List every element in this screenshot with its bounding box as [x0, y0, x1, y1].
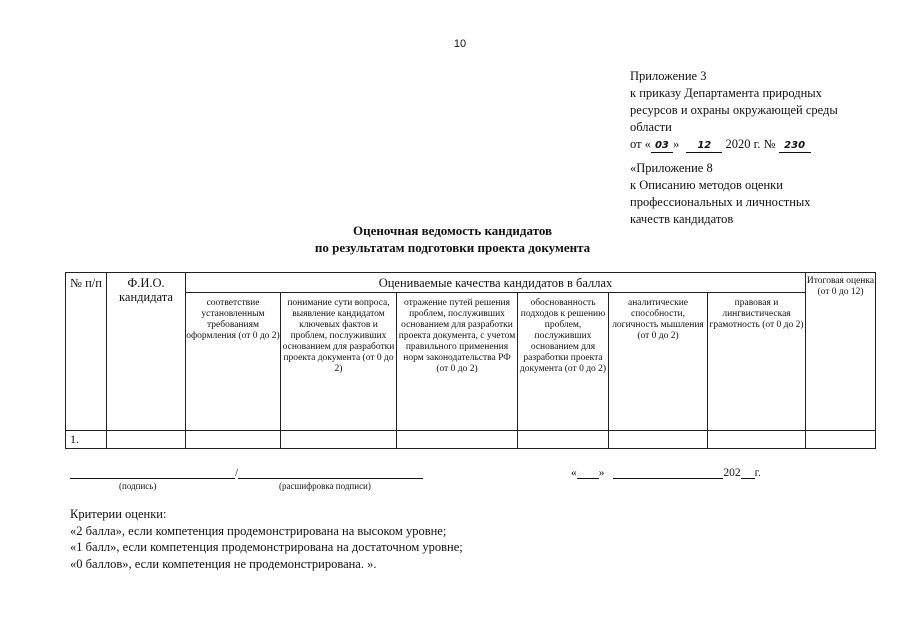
- signature-line: [70, 466, 423, 479]
- page-number: 10: [453, 38, 467, 50]
- appendix-8-line-3: качеств кандидатов: [630, 212, 734, 226]
- sign-date-day-blank: [577, 466, 599, 479]
- order-number-handwritten: 230: [779, 139, 811, 153]
- sign-date-month-blank: [613, 466, 723, 479]
- header-number: № п/п: [66, 273, 107, 431]
- signature-slash: /: [235, 467, 239, 479]
- header-quality-5: аналитические способности, логичность мышления (от 0 до 2): [609, 293, 708, 431]
- assessment-table: [65, 272, 876, 449]
- appendix-3-block: [630, 68, 890, 153]
- signature-decode-blank: [238, 466, 423, 479]
- header-quality-2: понимание сути вопроса, выявление кандидатом ключевых фактов и проблем, послуживших основанием для разработки проекта документа (от 0 до 2): [281, 293, 397, 431]
- header-quality-6: правовая и лингвистическая грамотность (от 0 до 2): [708, 293, 806, 431]
- appendix-8-block: [630, 160, 890, 228]
- criteria-item-3: «0 баллов», если компетенция не продемонстрирована. ».: [70, 556, 377, 571]
- sign-date-open: «: [571, 467, 577, 479]
- cell-total-score: [806, 431, 876, 449]
- row-number: 1.: [66, 431, 107, 449]
- date-year: 2020 г. №: [725, 137, 776, 151]
- header-quality-4: обоснованность подходов к решению проблем, послуживших основанием для разработки проекта документа (от 0 до 2): [518, 293, 609, 431]
- criteria-item-1: «2 балла», если компетенция продемонстрирована на высоком уровне;: [70, 523, 447, 538]
- header-quality-3: отражение путей решения проблем, послуживших основанием для разработки проекта документа, с учетом правильного применения норм законодательства РФ (от 0 до 2): [397, 293, 518, 431]
- criteria-block: [70, 506, 463, 572]
- signature-date-line: [571, 466, 761, 479]
- header-total-score: Итоговая оценка (от 0 до 12): [806, 273, 876, 431]
- sign-date-year-suffix: г.: [754, 467, 761, 479]
- date-sep: »: [672, 137, 680, 151]
- date-prefix: от «: [630, 137, 651, 151]
- document-title-line-1: Оценочная ведомость кандидатов: [352, 223, 553, 238]
- date-day-handwritten: 03: [651, 139, 673, 153]
- header-quality-1: соответствие установленным требованиям оформления (от 0 до 2): [186, 293, 281, 431]
- document-title-line-2: по результатам подготовки проекта документа: [314, 240, 591, 255]
- appendix-8-line-1: к Описанию методов оценки: [630, 178, 783, 192]
- cell-quality-6: [708, 431, 806, 449]
- criteria-title: Критерии оценки:: [70, 507, 167, 521]
- cell-quality-2: [281, 431, 397, 449]
- appendix-3-date-line: [630, 136, 890, 153]
- sign-date-year: 202: [723, 467, 741, 479]
- signature-blank: [70, 466, 235, 479]
- sign-date-year-blank: [741, 466, 755, 479]
- caption-signature: (подпись): [119, 481, 157, 491]
- appendix-8-line-2: профессиональных и личностных: [630, 195, 811, 209]
- header-qualities-group: Оцениваемые качества кандидатов в баллах: [186, 273, 806, 293]
- criteria-item-2: «1 балл», если компетенция продемонстрирована на достаточном уровне;: [70, 540, 463, 554]
- cell-quality-3: [397, 431, 518, 449]
- cell-quality-4: [518, 431, 609, 449]
- appendix-8-title: «Приложение 8: [630, 161, 713, 175]
- cell-candidate-name: [107, 431, 186, 449]
- cell-quality-5: [609, 431, 708, 449]
- sign-date-close: »: [598, 467, 605, 479]
- header-candidate-name: Ф.И.О. кандидата: [107, 273, 186, 431]
- cell-quality-1: [186, 431, 281, 449]
- table-row: [66, 431, 876, 449]
- appendix-3-title: Приложение 3: [630, 69, 707, 83]
- appendix-3-line-1: к приказу Департамента природных: [630, 86, 822, 100]
- document-title: [0, 222, 905, 256]
- caption-signature-decode: (расшифровка подписи): [279, 481, 371, 491]
- appendix-3-line-2: ресурсов и охраны окружающей среды: [630, 103, 838, 117]
- date-month-handwritten: 12: [686, 139, 722, 153]
- appendix-3-line-3: области: [630, 120, 672, 134]
